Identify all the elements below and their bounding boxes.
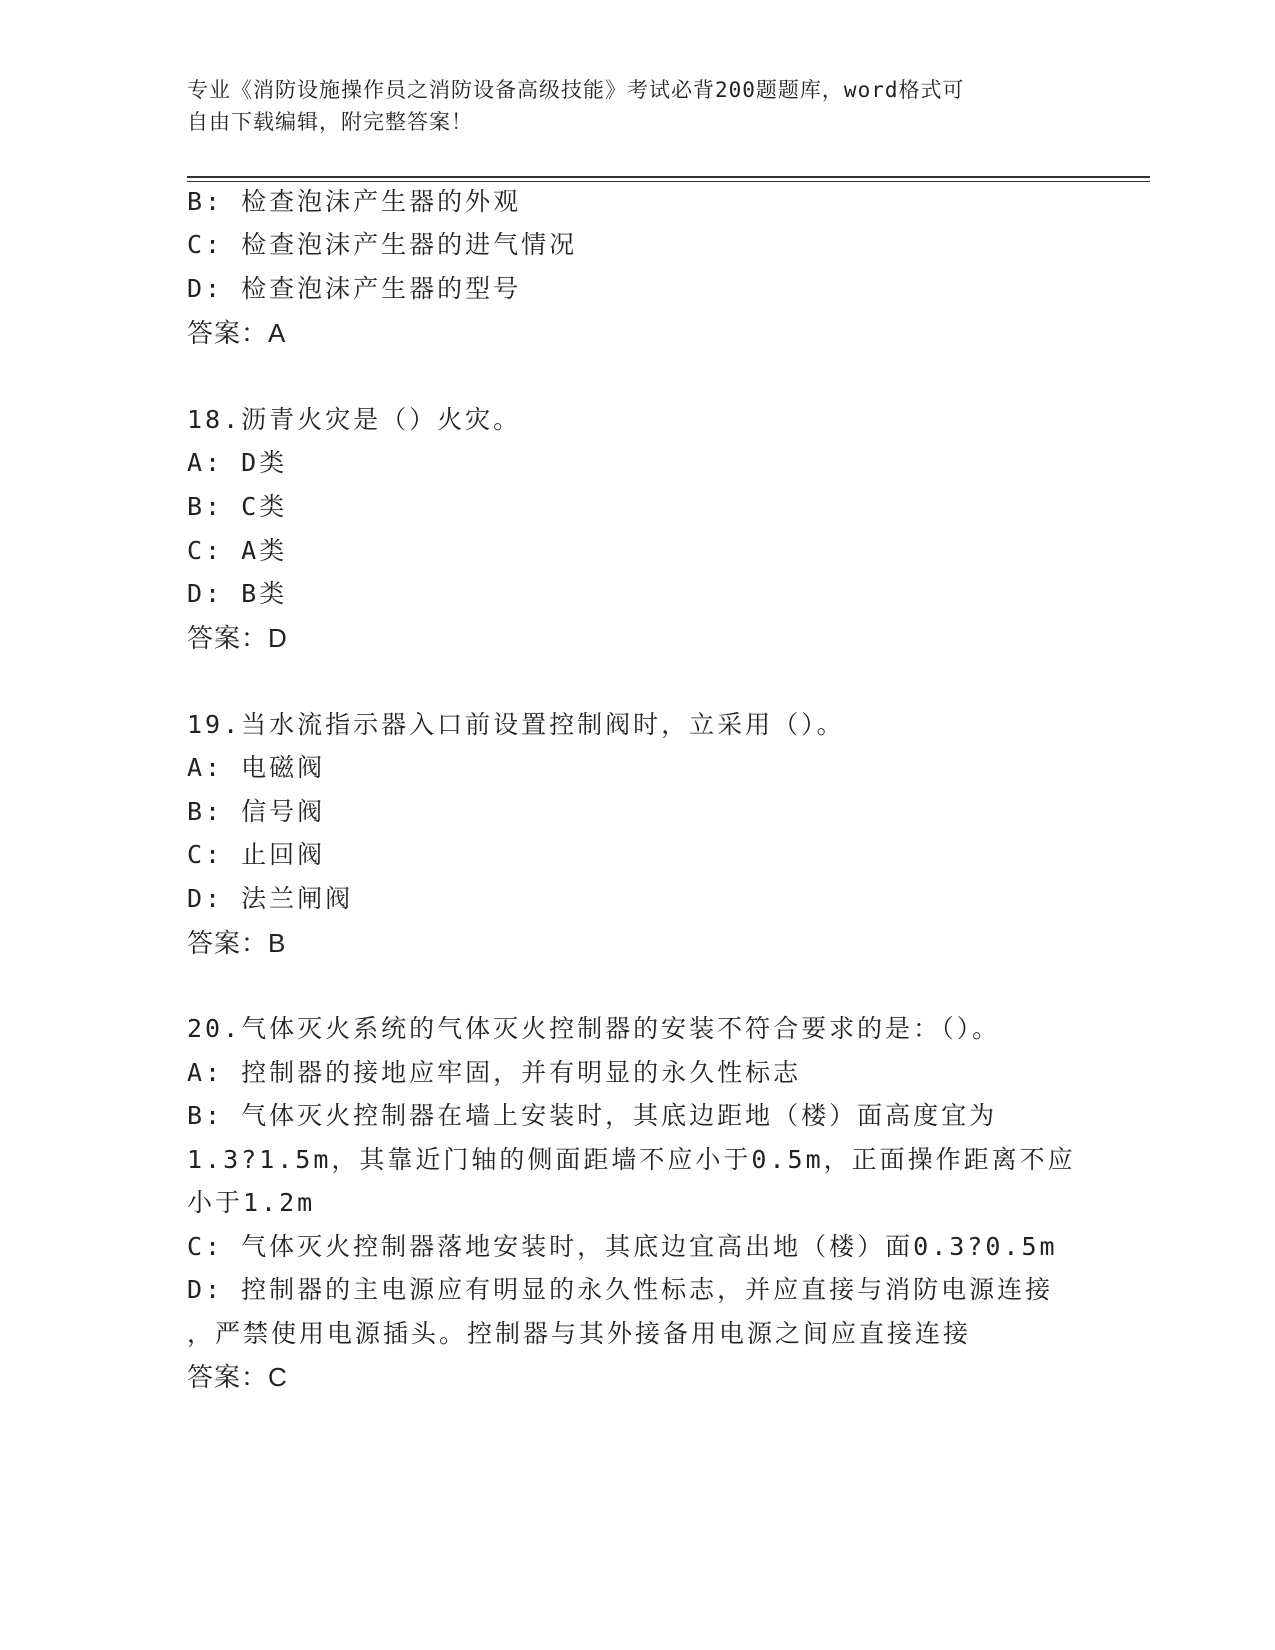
q19-question: 19.当水流指示器入口前设置控制阀时，立采用（）。 <box>187 710 845 739</box>
q20-option-b-line-1: B: 气体灭火控制器在墙上安装时，其底边距地（楼）面高度宜为 <box>187 1101 998 1130</box>
q20-option-c: C: 气体灭火控制器落地安装时，其底边宜高出地（楼）面0.3?0.5m <box>187 1232 1058 1261</box>
q17-answer: 答案：A <box>187 318 287 348</box>
q20-option-d-line-1: D: 控制器的主电源应有明显的永久性标志，并应直接与消防电源连接 <box>187 1275 1054 1304</box>
q19-option-a: A: 电磁阀 <box>187 753 326 782</box>
q18-option-a: A: D类 <box>187 448 288 477</box>
q20-answer: 答案：C <box>187 1362 288 1392</box>
q18-option-c: C: A类 <box>187 536 288 565</box>
q18-question: 18.沥青火灾是（）火灾。 <box>187 405 522 434</box>
q19-option-b: B: 信号阀 <box>187 797 326 826</box>
q20-option-b-line-3: 小于1.2m <box>187 1188 316 1217</box>
header-title-line-2: 自由下载编辑，附完整答案！ <box>187 110 473 134</box>
q19-answer: 答案：B <box>187 928 287 958</box>
q20-option-b-line-2: 1.3?1.5m，其靠近门轴的侧面距墙不应小于0.5m，正面操作距离不应 <box>187 1145 1076 1174</box>
q19-option-d: D: 法兰闸阀 <box>187 884 354 913</box>
document-header <box>187 74 1087 138</box>
q19-option-c: C: 止回阀 <box>187 840 326 869</box>
q20-question: 20.气体灭火系统的气体灭火控制器的安装不符合要求的是：（）。 <box>187 1014 1001 1043</box>
header-divider-thick <box>187 176 1150 178</box>
q18-answer: 答案：D <box>187 623 288 653</box>
q20-option-a: A: 控制器的接地应牢固，并有明显的永久性标志 <box>187 1058 802 1087</box>
q20-option-d-line-2: ，严禁使用电源插头。控制器与其外接备用电源之间应直接连接 <box>187 1319 972 1348</box>
q17-option-d: D: 检查泡沫产生器的型号 <box>187 274 522 303</box>
q18-option-b: B: C类 <box>187 492 288 521</box>
q17-option-b: B: 检查泡沫产生器的外观 <box>187 187 522 216</box>
q18-option-d: D: B类 <box>187 579 288 608</box>
header-divider-thin <box>187 181 1150 182</box>
header-title-line-1: 专业《消防设施操作员之消防设备高级技能》考试必背200题题库，word格式可 <box>187 78 965 102</box>
q17-option-c: C: 检查泡沫产生器的进气情况 <box>187 230 578 259</box>
